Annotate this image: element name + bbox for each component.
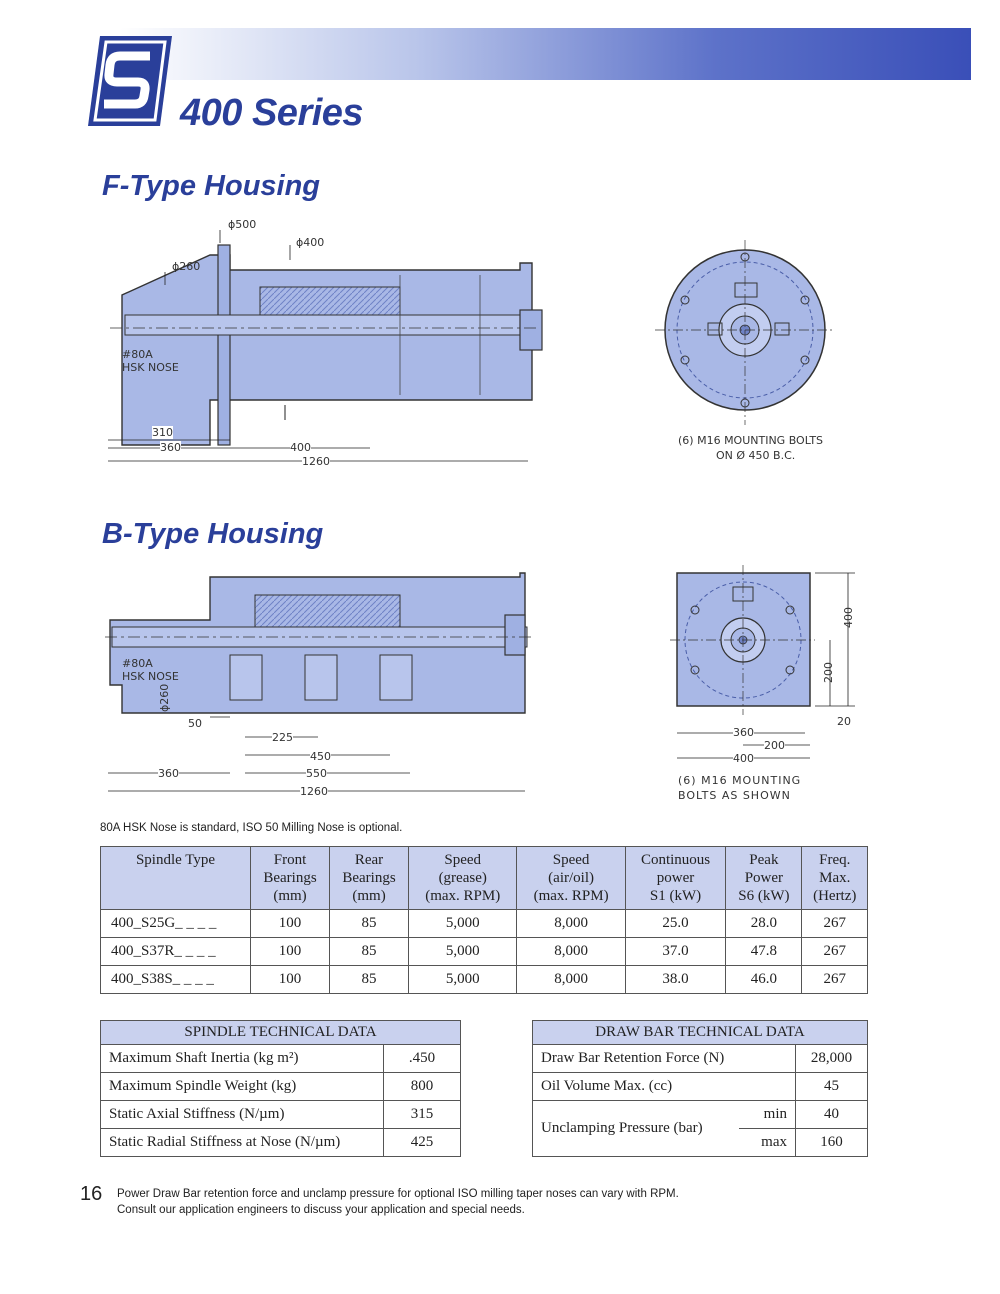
b-end-dim-200: 200 — [764, 739, 785, 752]
table-row — [101, 1045, 461, 1073]
table-row — [101, 966, 868, 994]
cell-rear-bearings: 85 — [330, 966, 409, 994]
f-dim-360: 360 — [160, 441, 181, 454]
footer-line-1: Power Draw Bar retention force and unclamp pressure for optional ISO milling taper noses can vary with RPM. — [117, 1188, 679, 1200]
drawbar-tech-table — [532, 1020, 868, 1157]
cell-speed-air-oil: 8,000 — [517, 910, 625, 938]
tech-value: .450 — [384, 1045, 461, 1073]
b-nose-label-1: #80A — [122, 657, 153, 670]
f-type-end-view — [650, 235, 840, 430]
b-end-dim-200v: 200 — [822, 662, 835, 683]
f-dim-d500: ϕ500 — [228, 218, 257, 231]
b-dim-360: 360 — [158, 767, 179, 780]
cell-speed-grease: 5,000 — [409, 938, 517, 966]
nose-note: 80A HSK Nose is standard, ISO 50 Milling Nose is optional. — [100, 822, 403, 834]
footer-line-2: Consult our application engineers to discuss your application and special needs. — [117, 1204, 525, 1216]
tech-value: 425 — [384, 1129, 461, 1157]
cell-speed-air-oil: 8,000 — [517, 966, 625, 994]
header-rear-bearings: Rear Bearings (mm) — [330, 847, 409, 910]
drawbar-oil-label: Oil Volume Max. (cc) — [533, 1073, 796, 1101]
f-dim-1260: 1260 — [302, 455, 330, 468]
f-dim-d400: ϕ400 — [296, 236, 325, 249]
cell-freq-max: 267 — [802, 910, 868, 938]
header-front-bearings: Front Bearings (mm) — [251, 847, 330, 910]
spec-header-row — [101, 847, 868, 910]
s-logo-icon — [86, 34, 174, 128]
header-speed-air-oil: Speed (air/oil) (max. RPM) — [517, 847, 625, 910]
header-continuous-power: Continuous power S1 (kW) — [625, 847, 726, 910]
header-peak-power: Peak Power S6 (kW) — [726, 847, 802, 910]
spindle-spec-table — [100, 846, 868, 994]
b-end-note-1: (6) M16 MOUNTING — [678, 774, 802, 787]
f-dim-400: 400 — [290, 441, 311, 454]
b-end-dim-360: 360 — [733, 726, 754, 739]
cell-spindle-type: 400_S38S_ _ _ _ — [101, 966, 251, 994]
tech-value: 315 — [384, 1101, 461, 1129]
cell-spindle-type: 400_S37R_ _ _ _ — [101, 938, 251, 966]
table-row — [533, 1073, 868, 1101]
table-row — [101, 1129, 461, 1157]
tech-label: Maximum Spindle Weight (kg) — [101, 1073, 384, 1101]
b-end-dim-400: 400 — [733, 752, 754, 765]
b-dim-550: 550 — [306, 767, 327, 780]
f-end-note-2: ON Ø 450 B.C. — [716, 449, 796, 462]
cell-speed-grease: 5,000 — [409, 910, 517, 938]
b-nose-label-2: HSK NOSE — [122, 670, 179, 683]
cell-spindle-type: 400_S25G_ _ _ _ — [101, 910, 251, 938]
series-title: 400 Series — [180, 92, 364, 134]
header-freq-max: Freq. Max. (Hertz) — [802, 847, 868, 910]
cell-front-bearings: 100 — [251, 910, 330, 938]
cell-continuous-power: 37.0 — [625, 938, 726, 966]
b-end-dim-20: 20 — [837, 715, 851, 728]
header-band — [120, 28, 971, 80]
b-dim-450: 450 — [310, 750, 331, 763]
table-row — [101, 1073, 461, 1101]
table-row — [533, 1101, 868, 1129]
f-type-title: F-Type Housing — [102, 170, 321, 202]
table-row — [101, 938, 868, 966]
table-row — [533, 1045, 868, 1073]
cell-continuous-power: 25.0 — [625, 910, 726, 938]
cell-freq-max: 267 — [802, 966, 868, 994]
tech-label: Static Radial Stiffness at Nose (N/µm) — [101, 1129, 384, 1157]
drawbar-max-label: max — [739, 1129, 796, 1157]
cell-speed-air-oil: 8,000 — [517, 938, 625, 966]
drawbar-retention-label: Draw Bar Retention Force (N) — [533, 1045, 796, 1073]
f-dim-310: 310 — [152, 426, 173, 439]
b-dim-1260: 1260 — [300, 785, 328, 798]
b-dim-50: 50 — [188, 717, 202, 730]
f-dim-d260: ϕ260 — [172, 260, 201, 273]
cell-rear-bearings: 85 — [330, 910, 409, 938]
cell-continuous-power: 38.0 — [625, 966, 726, 994]
drawbar-tech-title: DRAW BAR TECHNICAL DATA — [533, 1021, 868, 1045]
page-number: 16 — [80, 1183, 103, 1205]
drawbar-retention-value: 28,000 — [796, 1045, 868, 1073]
drawbar-max-value: 160 — [796, 1129, 868, 1157]
footer-note — [117, 1186, 679, 1218]
table-row — [101, 1101, 461, 1129]
tech-label: Static Axial Stiffness (N/µm) — [101, 1101, 384, 1129]
drawbar-oil-value: 45 — [796, 1073, 868, 1101]
b-end-dim-400v: 400 — [842, 607, 855, 628]
tech-value: 800 — [384, 1073, 461, 1101]
b-dim-225: 225 — [272, 731, 293, 744]
cell-peak-power: 47.8 — [726, 938, 802, 966]
cell-peak-power: 28.0 — [726, 910, 802, 938]
f-end-note-1: (6) M16 MOUNTING BOLTS — [678, 434, 824, 447]
spindle-tech-title: SPINDLE TECHNICAL DATA — [101, 1021, 461, 1045]
drawbar-unclamp-label: Unclamping Pressure (bar) — [533, 1101, 740, 1157]
cell-peak-power: 46.0 — [726, 966, 802, 994]
table-row — [101, 910, 868, 938]
cell-freq-max: 267 — [802, 938, 868, 966]
cell-speed-grease: 5,000 — [409, 966, 517, 994]
cell-front-bearings: 100 — [251, 938, 330, 966]
b-end-note-2: BOLTS AS SHOWN — [678, 789, 791, 802]
spindle-tech-table — [100, 1020, 461, 1157]
tech-label: Maximum Shaft Inertia (kg m²) — [101, 1045, 384, 1073]
b-dim-d260: ϕ260 — [158, 683, 171, 712]
drawbar-min-value: 40 — [796, 1101, 868, 1129]
cell-rear-bearings: 85 — [330, 938, 409, 966]
header-spindle-type: Spindle Type — [101, 847, 251, 910]
f-nose-label-1: #80A — [122, 348, 153, 361]
header-speed-grease: Speed (grease) (max. RPM) — [409, 847, 517, 910]
f-nose-label-2: HSK NOSE — [122, 361, 179, 374]
cell-front-bearings: 100 — [251, 966, 330, 994]
drawbar-min-label: min — [739, 1101, 796, 1129]
b-type-title: B-Type Housing — [102, 518, 324, 550]
